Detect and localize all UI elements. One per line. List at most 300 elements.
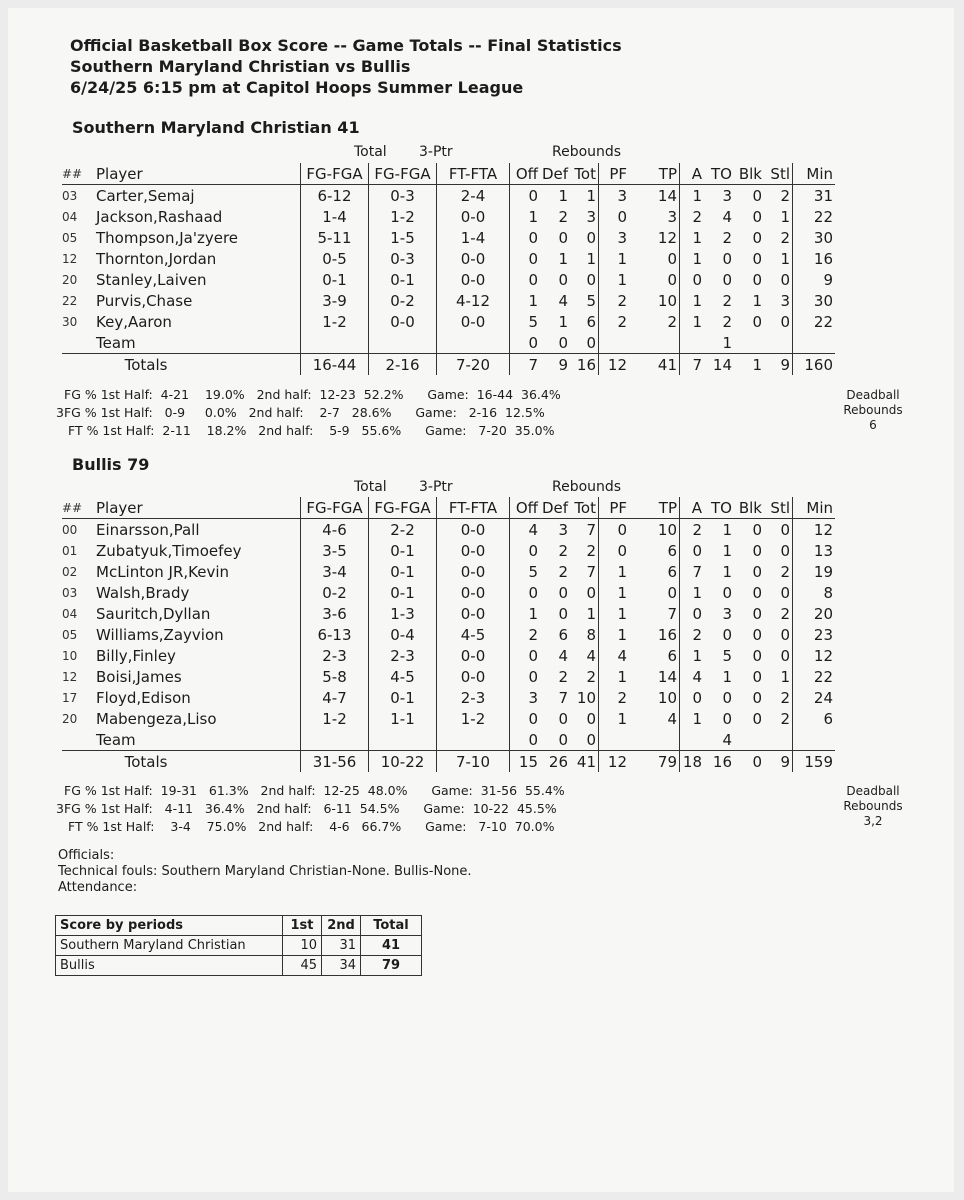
totals-ft: 7-10 [437, 751, 510, 773]
cell-def: 0 [558, 604, 568, 623]
cell-to: 0 [722, 709, 732, 728]
totals-name: Totals [96, 354, 301, 376]
cell-name: Floyd,Edison [96, 688, 191, 707]
totals-num [62, 354, 96, 376]
cell-a: 1 [680, 227, 703, 248]
cell-to: 1 [722, 541, 732, 560]
cell-ft: 4-12 [437, 290, 510, 311]
cell-pf: 0 [599, 540, 628, 561]
totals-a: 7 [680, 354, 703, 376]
cell-def: 0 [558, 730, 568, 749]
cell-to: 1 [722, 667, 732, 686]
cell-a: 1 [680, 311, 703, 332]
periods-cell: 79 [361, 956, 422, 976]
column-header-three: FG-FGA [369, 497, 437, 519]
deadball-value: 6 [869, 418, 877, 432]
periods-cell: 45 [283, 956, 322, 976]
cell-name: Jackson,Rashaad [96, 207, 223, 226]
cell-min [793, 332, 836, 354]
cell-a: 0 [680, 269, 703, 290]
pct-line: 3FG % 1st Half: 4-11 36.4% 2nd half: 6-11 54.5% Game: 10-22 45.5% [56, 801, 557, 816]
cell-stl: 0 [780, 583, 790, 602]
cell-min: 22 [793, 206, 836, 227]
cell-blk: 0 [752, 604, 762, 623]
cell-ft: 2-4 [437, 185, 510, 207]
totals-to: 14 [702, 354, 732, 376]
cell-ft: 4-5 [437, 624, 510, 645]
cell-def: 1 [558, 249, 568, 268]
cell-def: 3 [558, 520, 568, 539]
cell-off: 2 [510, 624, 539, 645]
cell-blk: 0 [752, 541, 762, 560]
player-row [62, 666, 835, 687]
periods-header-row [56, 916, 422, 936]
totals-off: 15 [510, 751, 539, 773]
cell-num: 10 [62, 648, 78, 663]
player-row [62, 519, 835, 541]
periods-row [56, 956, 422, 976]
cell-name: Purvis,Chase [96, 291, 193, 310]
cell-off: 0 [510, 227, 539, 248]
cell-three: 0-1 [369, 540, 437, 561]
column-header-ft: FT-FTA [437, 497, 510, 519]
cell-blk: 0 [752, 583, 762, 602]
totals-tot: 16 [568, 354, 599, 376]
totals-blk: 0 [732, 751, 762, 773]
cell-tp: 10 [657, 520, 677, 539]
cell-fg: 0-1 [301, 269, 369, 290]
cell-num: 01 [62, 543, 78, 558]
cell-def: 2 [558, 207, 568, 226]
deadball-label: Deadball [846, 388, 900, 402]
cell-name: Einarsson,Pall [96, 520, 200, 539]
totals-blk: 1 [732, 354, 762, 376]
cell-to: 3 [722, 604, 732, 623]
header-row [62, 497, 835, 519]
cell-tp: 2 [667, 312, 677, 331]
officials-line: Officials: [58, 848, 115, 863]
cell-num: 05 [62, 230, 78, 245]
cell-stl: 0 [780, 312, 790, 331]
cell-pf: 1 [599, 248, 628, 269]
cell-pf: 2 [599, 687, 628, 708]
column-header-blk: Blk [732, 163, 762, 185]
cell-pf [599, 729, 628, 751]
cell-to: 3 [722, 186, 732, 205]
totals-row [62, 751, 835, 773]
totals-min: 159 [793, 751, 836, 773]
cell-blk: 0 [752, 646, 762, 665]
deadball-rebounds [828, 388, 918, 433]
cell-stl: 0 [780, 270, 790, 289]
cell-min: 8 [793, 582, 836, 603]
cell-blk: 0 [752, 207, 762, 226]
cell-fg: 1-2 [301, 708, 369, 729]
cell-def: 4 [558, 291, 568, 310]
column-header-three: FG-FGA [369, 163, 437, 185]
cell-min: 13 [793, 540, 836, 561]
column-header-def: Def [538, 163, 568, 185]
cell-name: Stanley,Laiven [96, 270, 207, 289]
column-header-off: Off [510, 497, 539, 519]
player-row [62, 645, 835, 666]
cell-tot: 0 [586, 583, 596, 602]
cell-tot: 1 [586, 604, 596, 623]
cell-three: 1-1 [369, 708, 437, 729]
player-row [62, 561, 835, 582]
cell-stl: 2 [780, 562, 790, 581]
cell-name: Walsh,Brady [96, 583, 190, 602]
cell-name: Team [96, 333, 136, 352]
date-venue-line: 6/24/25 6:15 pm at Capitol Hoops Summer League [70, 78, 524, 97]
cell-ft: 0-0 [437, 645, 510, 666]
column-header-tp: TP [627, 497, 680, 519]
cell-tp: 14 [657, 667, 677, 686]
cell-fg: 4-6 [301, 519, 369, 541]
cell-three [369, 729, 437, 751]
deadball-label: Deadball [846, 784, 900, 798]
column-header-to: TO [702, 497, 732, 519]
cell-off: 0 [510, 666, 539, 687]
cell-blk: 0 [752, 228, 762, 247]
cell-min: 20 [793, 603, 836, 624]
cell-off: 0 [510, 582, 539, 603]
totals-three: 10-22 [369, 751, 437, 773]
title-line: Official Basketball Box Score -- Game Totals -- Final Statistics [70, 36, 622, 55]
cell-three: 0-1 [369, 582, 437, 603]
cell-num: 05 [62, 627, 78, 642]
cell-num: 02 [62, 564, 78, 579]
cell-off: 0 [510, 248, 539, 269]
column-header-stl: Stl [762, 163, 793, 185]
periods-cell: 34 [322, 956, 361, 976]
player-row [62, 729, 835, 751]
periods-cell: 31 [322, 936, 361, 956]
cell-ft [437, 729, 510, 751]
cell-off: 0 [510, 540, 539, 561]
cell-stl [762, 729, 793, 751]
cell-ft: 0-0 [437, 666, 510, 687]
totals-def: 9 [538, 354, 568, 376]
periods-header-cell: 2nd [322, 916, 361, 936]
cell-name: Carter,Semaj [96, 186, 195, 205]
player-row [62, 311, 835, 332]
cell-a: 2 [680, 519, 703, 541]
cell-def: 0 [558, 270, 568, 289]
team-title: Bullis 79 [72, 455, 150, 474]
cell-stl: 2 [780, 709, 790, 728]
cell-num [62, 332, 96, 354]
cell-a: 2 [680, 624, 703, 645]
cell-pf: 1 [599, 561, 628, 582]
column-header-a: A [680, 163, 703, 185]
cell-three: 1-5 [369, 227, 437, 248]
column-header-off: Off [510, 163, 539, 185]
cell-pf: 1 [599, 708, 628, 729]
cell-min: 31 [793, 185, 836, 207]
periods-row [56, 936, 422, 956]
cell-tp: 7 [667, 604, 677, 623]
cell-three: 2-2 [369, 519, 437, 541]
cell-to: 2 [722, 291, 732, 310]
total-group-label: Total [354, 144, 387, 160]
rebounds-group-label: Rebounds [552, 144, 622, 160]
cell-off: 5 [510, 311, 539, 332]
cell-a: 1 [680, 645, 703, 666]
cell-tp: 10 [657, 688, 677, 707]
cell-stl: 0 [780, 625, 790, 644]
cell-tp: 0 [667, 270, 677, 289]
cell-ft: 0-0 [437, 561, 510, 582]
cell-to: 2 [722, 312, 732, 331]
cell-three: 0-2 [369, 290, 437, 311]
shooting-percentages [56, 782, 565, 836]
column-header-stl: Stl [762, 497, 793, 519]
cell-num: 00 [62, 522, 78, 537]
cell-tp: 4 [667, 709, 677, 728]
cell-num: 30 [62, 314, 78, 329]
totals-pf: 12 [599, 751, 628, 773]
cell-off: 3 [510, 687, 539, 708]
cell-pf: 1 [599, 582, 628, 603]
cell-a: 1 [680, 708, 703, 729]
cell-num [62, 729, 96, 751]
cell-off: 1 [510, 603, 539, 624]
cell-name: Williams,Zayvion [96, 625, 224, 644]
cell-to: 0 [722, 688, 732, 707]
cell-def: 0 [558, 228, 568, 247]
cell-three: 0-4 [369, 624, 437, 645]
cell-name: Thornton,Jordan [96, 249, 217, 268]
team-stats-table [62, 163, 835, 375]
player-row [62, 332, 835, 354]
cell-pf: 1 [599, 269, 628, 290]
column-header-pf: PF [599, 497, 628, 519]
cell-min: 23 [793, 624, 836, 645]
deadball-value: 3,2 [863, 814, 883, 828]
cell-min: 19 [793, 561, 836, 582]
cell-fg [301, 729, 369, 751]
cell-blk: 0 [752, 709, 762, 728]
cell-tp: 6 [667, 646, 677, 665]
cell-stl: 2 [780, 604, 790, 623]
column-header-to: TO [702, 163, 732, 185]
cell-def: 0 [558, 709, 568, 728]
player-row [62, 206, 835, 227]
totals-stl: 9 [762, 354, 793, 376]
player-row [62, 227, 835, 248]
cell-a: 1 [680, 582, 703, 603]
cell-ft: 0-0 [437, 311, 510, 332]
cell-tot: 0 [586, 730, 596, 749]
cell-three: 0-3 [369, 248, 437, 269]
cell-tp: 16 [657, 625, 677, 644]
totals-name: Totals [96, 751, 301, 773]
attendance-line: Attendance: [58, 880, 138, 895]
totals-off: 7 [510, 354, 539, 376]
totals-def: 26 [538, 751, 568, 773]
cell-num: 12 [62, 251, 78, 266]
cell-pf [599, 332, 628, 354]
cell-pf: 2 [599, 311, 628, 332]
cell-off: 5 [510, 561, 539, 582]
cell-stl: 0 [780, 520, 790, 539]
column-header-name: Player [96, 163, 301, 185]
cell-min: 30 [793, 227, 836, 248]
cell-tp: 6 [667, 541, 677, 560]
cell-three: 0-3 [369, 185, 437, 207]
cell-min: 24 [793, 687, 836, 708]
column-header-tot: Tot [568, 163, 599, 185]
cell-ft: 1-2 [437, 708, 510, 729]
cell-three: 4-5 [369, 666, 437, 687]
cell-num: 04 [62, 606, 78, 621]
cell-name: Billy,Finley [96, 646, 176, 665]
pct-line: FG % 1st Half: 4-21 19.0% 2nd half: 12-23 52.2% Game: 16-44 36.4% [64, 387, 561, 402]
cell-num: 03 [62, 188, 78, 203]
cell-pf: 1 [599, 603, 628, 624]
cell-tot: 7 [586, 562, 596, 581]
cell-name: Mabengeza,Liso [96, 709, 217, 728]
cell-ft: 0-0 [437, 582, 510, 603]
cell-tot: 10 [576, 688, 596, 707]
column-header-num: ## [62, 497, 96, 519]
column-header-min: Min [793, 163, 836, 185]
cell-ft: 0-0 [437, 519, 510, 541]
technical-fouls-line: Technical fouls: Southern Maryland Christian-None. Bullis-None. [58, 864, 472, 879]
cell-a: 4 [680, 666, 703, 687]
cell-pf: 1 [599, 624, 628, 645]
column-header-blk: Blk [732, 497, 762, 519]
periods-cell: 41 [361, 936, 422, 956]
cell-stl: 1 [780, 207, 790, 226]
cell-num: 04 [62, 209, 78, 224]
cell-min: 16 [793, 248, 836, 269]
cell-tot: 6 [586, 312, 596, 331]
column-header-name: Player [96, 497, 301, 519]
totals-tp: 41 [627, 354, 680, 376]
cell-to: 2 [722, 228, 732, 247]
cell-pf: 3 [599, 227, 628, 248]
cell-a [680, 332, 703, 354]
cell-three: 0-1 [369, 561, 437, 582]
cell-fg: 4-7 [301, 687, 369, 708]
cell-three: 0-1 [369, 269, 437, 290]
cell-tp: 0 [667, 249, 677, 268]
cell-def: 0 [558, 333, 568, 352]
totals-pf: 12 [599, 354, 628, 376]
totals-tot: 41 [568, 751, 599, 773]
cell-def: 6 [558, 625, 568, 644]
header-row [62, 163, 835, 185]
cell-ft: 2-3 [437, 687, 510, 708]
cell-pf: 1 [599, 666, 628, 687]
cell-tp: 6 [667, 562, 677, 581]
cell-tot: 2 [586, 667, 596, 686]
cell-min: 30 [793, 290, 836, 311]
cell-to: 5 [722, 646, 732, 665]
cell-stl: 2 [780, 228, 790, 247]
totals-to: 16 [702, 751, 732, 773]
column-header-tp: TP [627, 163, 680, 185]
cell-off: 4 [510, 519, 539, 541]
cell-ft: 0-0 [437, 540, 510, 561]
cell-stl: 0 [780, 646, 790, 665]
cell-tp: 14 [657, 186, 677, 205]
cell-ft: 1-4 [437, 227, 510, 248]
cell-a: 1 [680, 290, 703, 311]
periods-cell: Bullis [56, 956, 283, 976]
cell-min: 22 [793, 666, 836, 687]
cell-off: 0 [510, 185, 539, 207]
cell-tot: 1 [586, 186, 596, 205]
player-row [62, 248, 835, 269]
cell-blk: 0 [752, 312, 762, 331]
pct-line: FT % 1st Half: 3-4 75.0% 2nd half: 4-6 66.7% Game: 7-10 70.0% [68, 819, 555, 834]
cell-blk: 0 [752, 625, 762, 644]
cell-to: 4 [722, 730, 732, 749]
team-stats-table [62, 497, 835, 772]
cell-tot: 0 [586, 228, 596, 247]
cell-num: 20 [62, 272, 78, 287]
cell-fg: 1-2 [301, 311, 369, 332]
cell-stl: 2 [780, 186, 790, 205]
cell-name: Team [96, 730, 136, 749]
cell-def: 2 [558, 541, 568, 560]
pct-line: 3FG % 1st Half: 0-9 0.0% 2nd half: 2-7 28.6% Game: 2-16 12.5% [56, 405, 545, 420]
column-header-min: Min [793, 497, 836, 519]
cell-num: 12 [62, 669, 78, 684]
cell-fg [301, 332, 369, 354]
cell-three: 1-3 [369, 603, 437, 624]
totals-num [62, 751, 96, 773]
cell-pf: 2 [599, 290, 628, 311]
cell-num: 20 [62, 711, 78, 726]
cell-a: 0 [680, 687, 703, 708]
cell-def: 0 [558, 583, 568, 602]
cell-blk: 0 [752, 688, 762, 707]
totals-min: 160 [793, 354, 836, 376]
cell-blk: 0 [752, 186, 762, 205]
cell-pf: 0 [599, 206, 628, 227]
cell-to: 0 [722, 583, 732, 602]
cell-ft: 0-0 [437, 603, 510, 624]
cell-blk: 0 [752, 562, 762, 581]
player-row [62, 290, 835, 311]
cell-to: 0 [722, 270, 732, 289]
totals-ft: 7-20 [437, 354, 510, 376]
deadball-rebounds-label: Rebounds [843, 799, 903, 813]
cell-off: 0 [510, 332, 539, 354]
team-title: Southern Maryland Christian 41 [72, 118, 360, 137]
cell-fg: 3-6 [301, 603, 369, 624]
cell-fg: 5-11 [301, 227, 369, 248]
cell-blk: 1 [752, 291, 762, 310]
cell-a: 1 [680, 185, 703, 207]
cell-min: 12 [793, 519, 836, 541]
cell-name: McLinton JR,Kevin [96, 562, 230, 581]
cell-off: 0 [510, 708, 539, 729]
score-by-periods-table [55, 915, 422, 976]
cell-tot: 4 [586, 646, 596, 665]
cell-off: 0 [510, 645, 539, 666]
player-row [62, 708, 835, 729]
deadball-rebounds [828, 784, 918, 829]
total-group-label: Total [354, 479, 387, 495]
player-row [62, 687, 835, 708]
cell-a: 2 [680, 206, 703, 227]
cell-ft: 0-0 [437, 269, 510, 290]
